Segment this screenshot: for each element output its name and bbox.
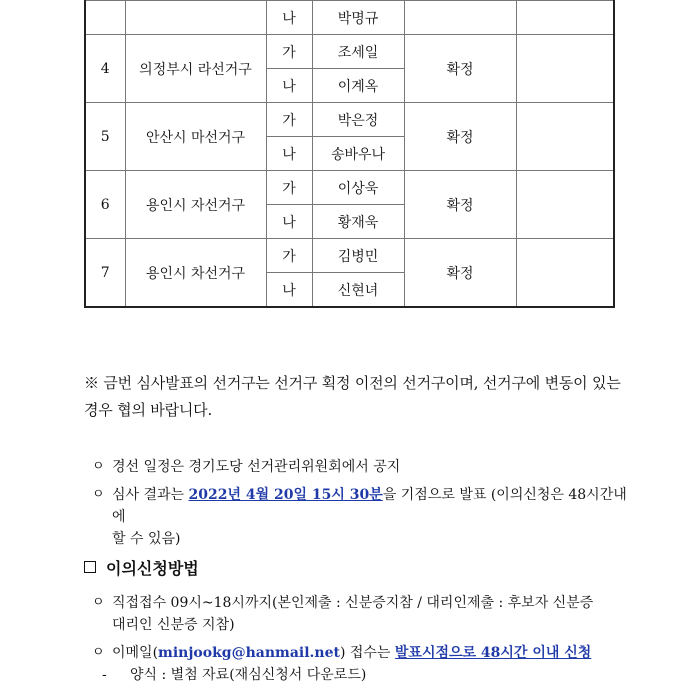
status-cell: 확정 [404, 35, 516, 103]
bullet-text: 대리인 신분증 지참) [112, 617, 235, 633]
candidate-name-cell: 김병민 [312, 239, 404, 273]
list-item [90, 456, 630, 478]
candidate-name-cell: 황재욱 [312, 205, 404, 239]
candidate-mark-cell: 가 [266, 35, 312, 69]
candidate-mark-cell: 가 [266, 239, 312, 273]
candidate-mark-cell: 가 [266, 171, 312, 205]
bullet-text: 할 수 있음) [112, 531, 181, 547]
candidate-mark-cell: 나 [266, 273, 312, 308]
candidate-mark-cell: 가 [266, 103, 312, 137]
table-row [85, 103, 614, 137]
district-cell [125, 1, 266, 35]
candidate-name-cell: 박은정 [312, 103, 404, 137]
candidate-name-cell: 조세일 [312, 35, 404, 69]
bullet-text: 심사 결과는 [112, 487, 189, 503]
district-cell: 안산시 마선거구 [125, 103, 266, 171]
row-number-cell: 7 [85, 239, 125, 308]
table-row [85, 171, 614, 205]
dash-bullet: - [102, 667, 107, 683]
status-cell: 확정 [404, 103, 516, 171]
candidate-mark-cell: 나 [266, 1, 312, 35]
email-link[interactable]: minjookg@hanmail.net [158, 645, 340, 661]
table-row [85, 35, 614, 69]
screening-results-table [84, 0, 615, 308]
district-cell: 용인시 차선거구 [125, 239, 266, 308]
bullet-text: ) 접수는 [339, 645, 395, 661]
appeal-deadline: 발표시점으로 48시간 이내 신청 [394, 645, 592, 661]
note-cell [516, 1, 614, 35]
table-row [85, 239, 614, 273]
circle-bullet-icon: ㅇ [92, 459, 105, 474]
candidate-name-cell: 신현녀 [312, 273, 404, 308]
district-notice [84, 370, 624, 424]
section-heading [84, 556, 199, 579]
candidate-mark-cell: 나 [266, 205, 312, 239]
candidate-mark-cell: 나 [266, 137, 312, 171]
status-cell [404, 1, 516, 35]
candidate-name-cell: 이상욱 [312, 171, 404, 205]
section-title: 이의신청방법 [106, 559, 199, 578]
list-item [90, 642, 630, 664]
table-row [85, 1, 614, 35]
list-item [90, 484, 630, 550]
row-number-cell: 6 [85, 171, 125, 239]
candidate-mark-cell: 나 [266, 69, 312, 103]
schedule-bullets [90, 456, 630, 556]
note-cell [516, 171, 614, 239]
bullet-text: 이메일( [112, 645, 159, 661]
row-number-cell: 5 [85, 103, 125, 171]
status-cell: 확정 [404, 171, 516, 239]
list-item [90, 592, 630, 636]
status-cell: 확정 [404, 239, 516, 308]
district-cell: 의정부시 라선거구 [125, 35, 266, 103]
bullet-text: 경선 일정은 경기도당 선거관리위원회에서 공지 [112, 459, 401, 475]
circle-bullet-icon: ㅇ [92, 645, 105, 660]
candidate-name-cell: 박명규 [312, 1, 404, 35]
candidate-name-cell: 이계옥 [312, 69, 404, 103]
notice-line: ※ 금번 심사발표의 선거구는 선거구 획정 이전의 선거구이며, 선거구에 변동이 있는 [84, 374, 621, 392]
checkbox-square-icon [84, 561, 96, 573]
note-cell [516, 35, 614, 103]
bullet-text: 을 기점으로 발표 (이의신청은 48시간내에 [112, 487, 627, 525]
list-item [90, 664, 630, 686]
bullet-text: 양식 : 별첨 자료(재심신청서 다운로드) [130, 667, 367, 683]
notice-line: 경우 협의 바랍니다. [84, 401, 213, 419]
row-number-cell [85, 1, 125, 35]
candidate-name-cell: 송바우나 [312, 137, 404, 171]
note-cell [516, 103, 614, 171]
circle-bullet-icon: ㅇ [92, 595, 105, 610]
circle-bullet-icon: ㅇ [92, 487, 105, 502]
bullet-text: 직접접수 09시~18시까지(본인제출 : 신분증지참 / 대리인제출 : 후보자 신분증 [112, 595, 594, 611]
row-number-cell: 4 [85, 35, 125, 103]
note-cell [516, 239, 614, 308]
appeal-bullets [90, 592, 630, 686]
district-cell: 용인시 자선거구 [125, 171, 266, 239]
announcement-date: 2022년 4월 20일 15시 30분 [188, 487, 383, 503]
